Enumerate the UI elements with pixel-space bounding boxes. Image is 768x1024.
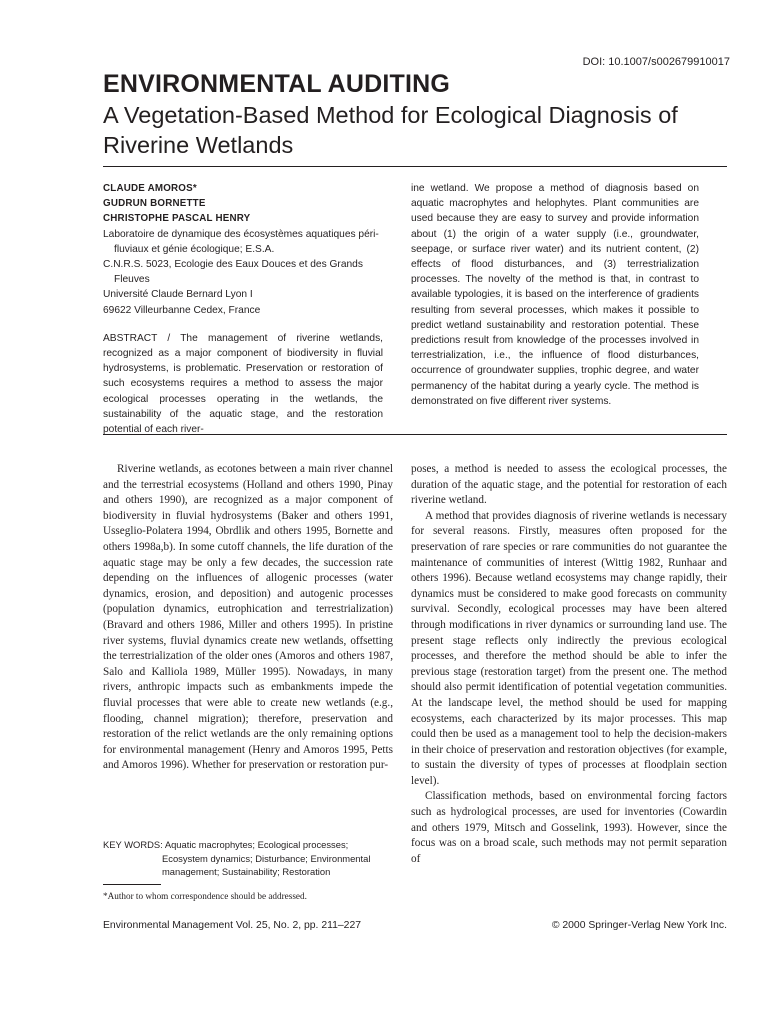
front-matter-left	[103, 181, 383, 437]
keywords-text: Aquatic macrophytes; Ecological processes; Ecosystem dynamics; Disturbance; Environmental management; Sustainability; Restoration	[162, 839, 371, 878]
body-paragraph: Classification methods, based on environmental forcing factors such as hydrological processes, are used for inventories (Cowardin and others 1979, Mitsch and Gosselink, 1993). However, since the focus was on a broad scale, such methods may not permit separation of	[411, 790, 727, 865]
copyright: © 2000 Springer-Verlag New York Inc.	[551, 920, 727, 931]
affiliation-line: C.N.R.S. 5023, Ecologie des Eaux Douces et des Grands Fleuves	[103, 259, 363, 286]
article-title: A Vegetation-Based Method for Ecological Diagnosis of Riverine Wetlands	[103, 102, 678, 158]
doi: DOI: 10.1007/s002679910017	[582, 56, 730, 68]
keywords	[103, 838, 388, 879]
affiliation-line: Laboratoire de dynamique des écosystèmes aquatiques péri-fluviaux et génie écologique; E.S.A.	[103, 228, 379, 255]
journal-citation: Environmental Management Vol. 25, No. 2, pp. 211–227	[103, 920, 362, 931]
footnote-rule	[103, 884, 161, 885]
footnote: *Author to whom correspondence should be addressed.	[103, 891, 307, 901]
author-name: CHRISTOPHE PASCAL HENRY	[103, 213, 251, 225]
affiliation-line: Université Claude Bernard Lyon I	[103, 289, 253, 301]
body-column-left	[103, 462, 393, 774]
body-paragraph: Riverine wetlands, as ecotones between a main river channel and the terrestrial ecosystems (Holland and others 1990, Pinay and others 1990), are recognized as a major component of biodiversity in fluvial hydrosystems (Baker and others 1991, Usseglio-Polatera 1994, Obrdlik and others 1995, Bornette and others 1998a,b). In some cutoff channels, the life duration of the aquatic stage may be only a few decades, the succession rate depending on the influences of allogenic processes (water dynamics, erosion, and deposition) and autogenic processes (population dynamics, eutrophication and terrestrialization) (Bravard and others 1986, Miller and others 1995). In pristine river systems, fluvial dynamics create new wetlands, offsetting the terrestrialization of the older ones (Amoros and others 1987, Salo and Kalliola 1989, Müller 1995). Nowadays, in many rivers, anthropic impacts such as embankments impede the fluvial processes that were able to create new wetlands (e.g., flooding, channel migration); therefore, preservation and restoration of the relict wetlands are the only remaining options for environmental management (Henry and Amoros 1995, Petts and Amoros 1996). Whether for preservation or restoration pur-	[103, 463, 393, 772]
author-name: CLAUDE AMOROS*	[103, 183, 197, 194]
section-heading: ENVIRONMENTAL AUDITING	[103, 70, 450, 98]
keywords-block	[103, 838, 388, 879]
affiliation-line: 69622 Villeurbanne Cedex, France	[103, 304, 261, 316]
affiliation	[103, 227, 383, 318]
body-paragraph: poses, a method is needed to assess the ecological processes, the duration of the aquatic stage, and the potential for restoration of each riverine wetland.	[411, 463, 727, 507]
body-paragraph: A method that provides diagnosis of riverine wetlands is necessary for several reasons. Firstly, measures often proposed for the preservation of rare species or rare communities do not guarantee the maintenance of communities of interest (Wittig 1982, Runhaar and others 1996). Because wetland ecosystems may change rapidly, their dynamics must be considered to make good forecasts on community survival. Secondly, ecological processes may have been altered through modifications in river dynamics or surrounding land use. The present stage reflects only indirectly the previous ecological processes, and therefore the method should be able to infer the previous stage (restoration target) from the present one. The method should also permit identification of potential vegetation communities. At the landscape level, the method should be used for mapping ecosystems, each characterized by its major processes. This map could then be used as a management tool to help the decision-makers in their choice of preservation and restoration objectives (for example, to sustain the diversity of types of processes at floodplain section level).	[411, 509, 727, 787]
keywords-label: KEY WORDS:	[103, 839, 163, 850]
header-rule	[103, 166, 727, 167]
abstract-part-2: ine wetland. We propose a method of diagnosis based on aquatic macrophytes and helophytes. Plant communities are used because they are easy to survey and provide information about (1) the origin of a water supply (i.e., groundwater, seepage, or surface river water) and its nutrient content, (2) effects of flood disturbances, and (3) terrestrialization processes. The novelty of the method is that, in contrast to available typologies, it is based on the interference of gradients resulting from several processes, which makes it possible to predict wetland sustainability and restoration potential. These predictions result from knowledge of the processes involved in terrestrialization, i.e., the influence of flood disturbances, occurrence of groundwater supplies, trophic degree, and water permanency of the habitat during a yearly cycle. The method is demonstrated on five different river systems.	[411, 183, 699, 407]
abstract-part-1: ABSTRACT / The management of riverine wetlands, recognized as a major component of biodiversity in fluvial hydrosystems, is problematic. Preservation or restoration of such ecosystems requires a method to assess the major ecological processes operating in the wetlands, the sustainability of the aquatic stage, and the restoration potential of each river-	[103, 332, 383, 436]
body-column-right	[411, 462, 727, 867]
abstract-rule	[103, 434, 727, 435]
author-name: GUDRUN BORNETTE	[103, 198, 206, 210]
